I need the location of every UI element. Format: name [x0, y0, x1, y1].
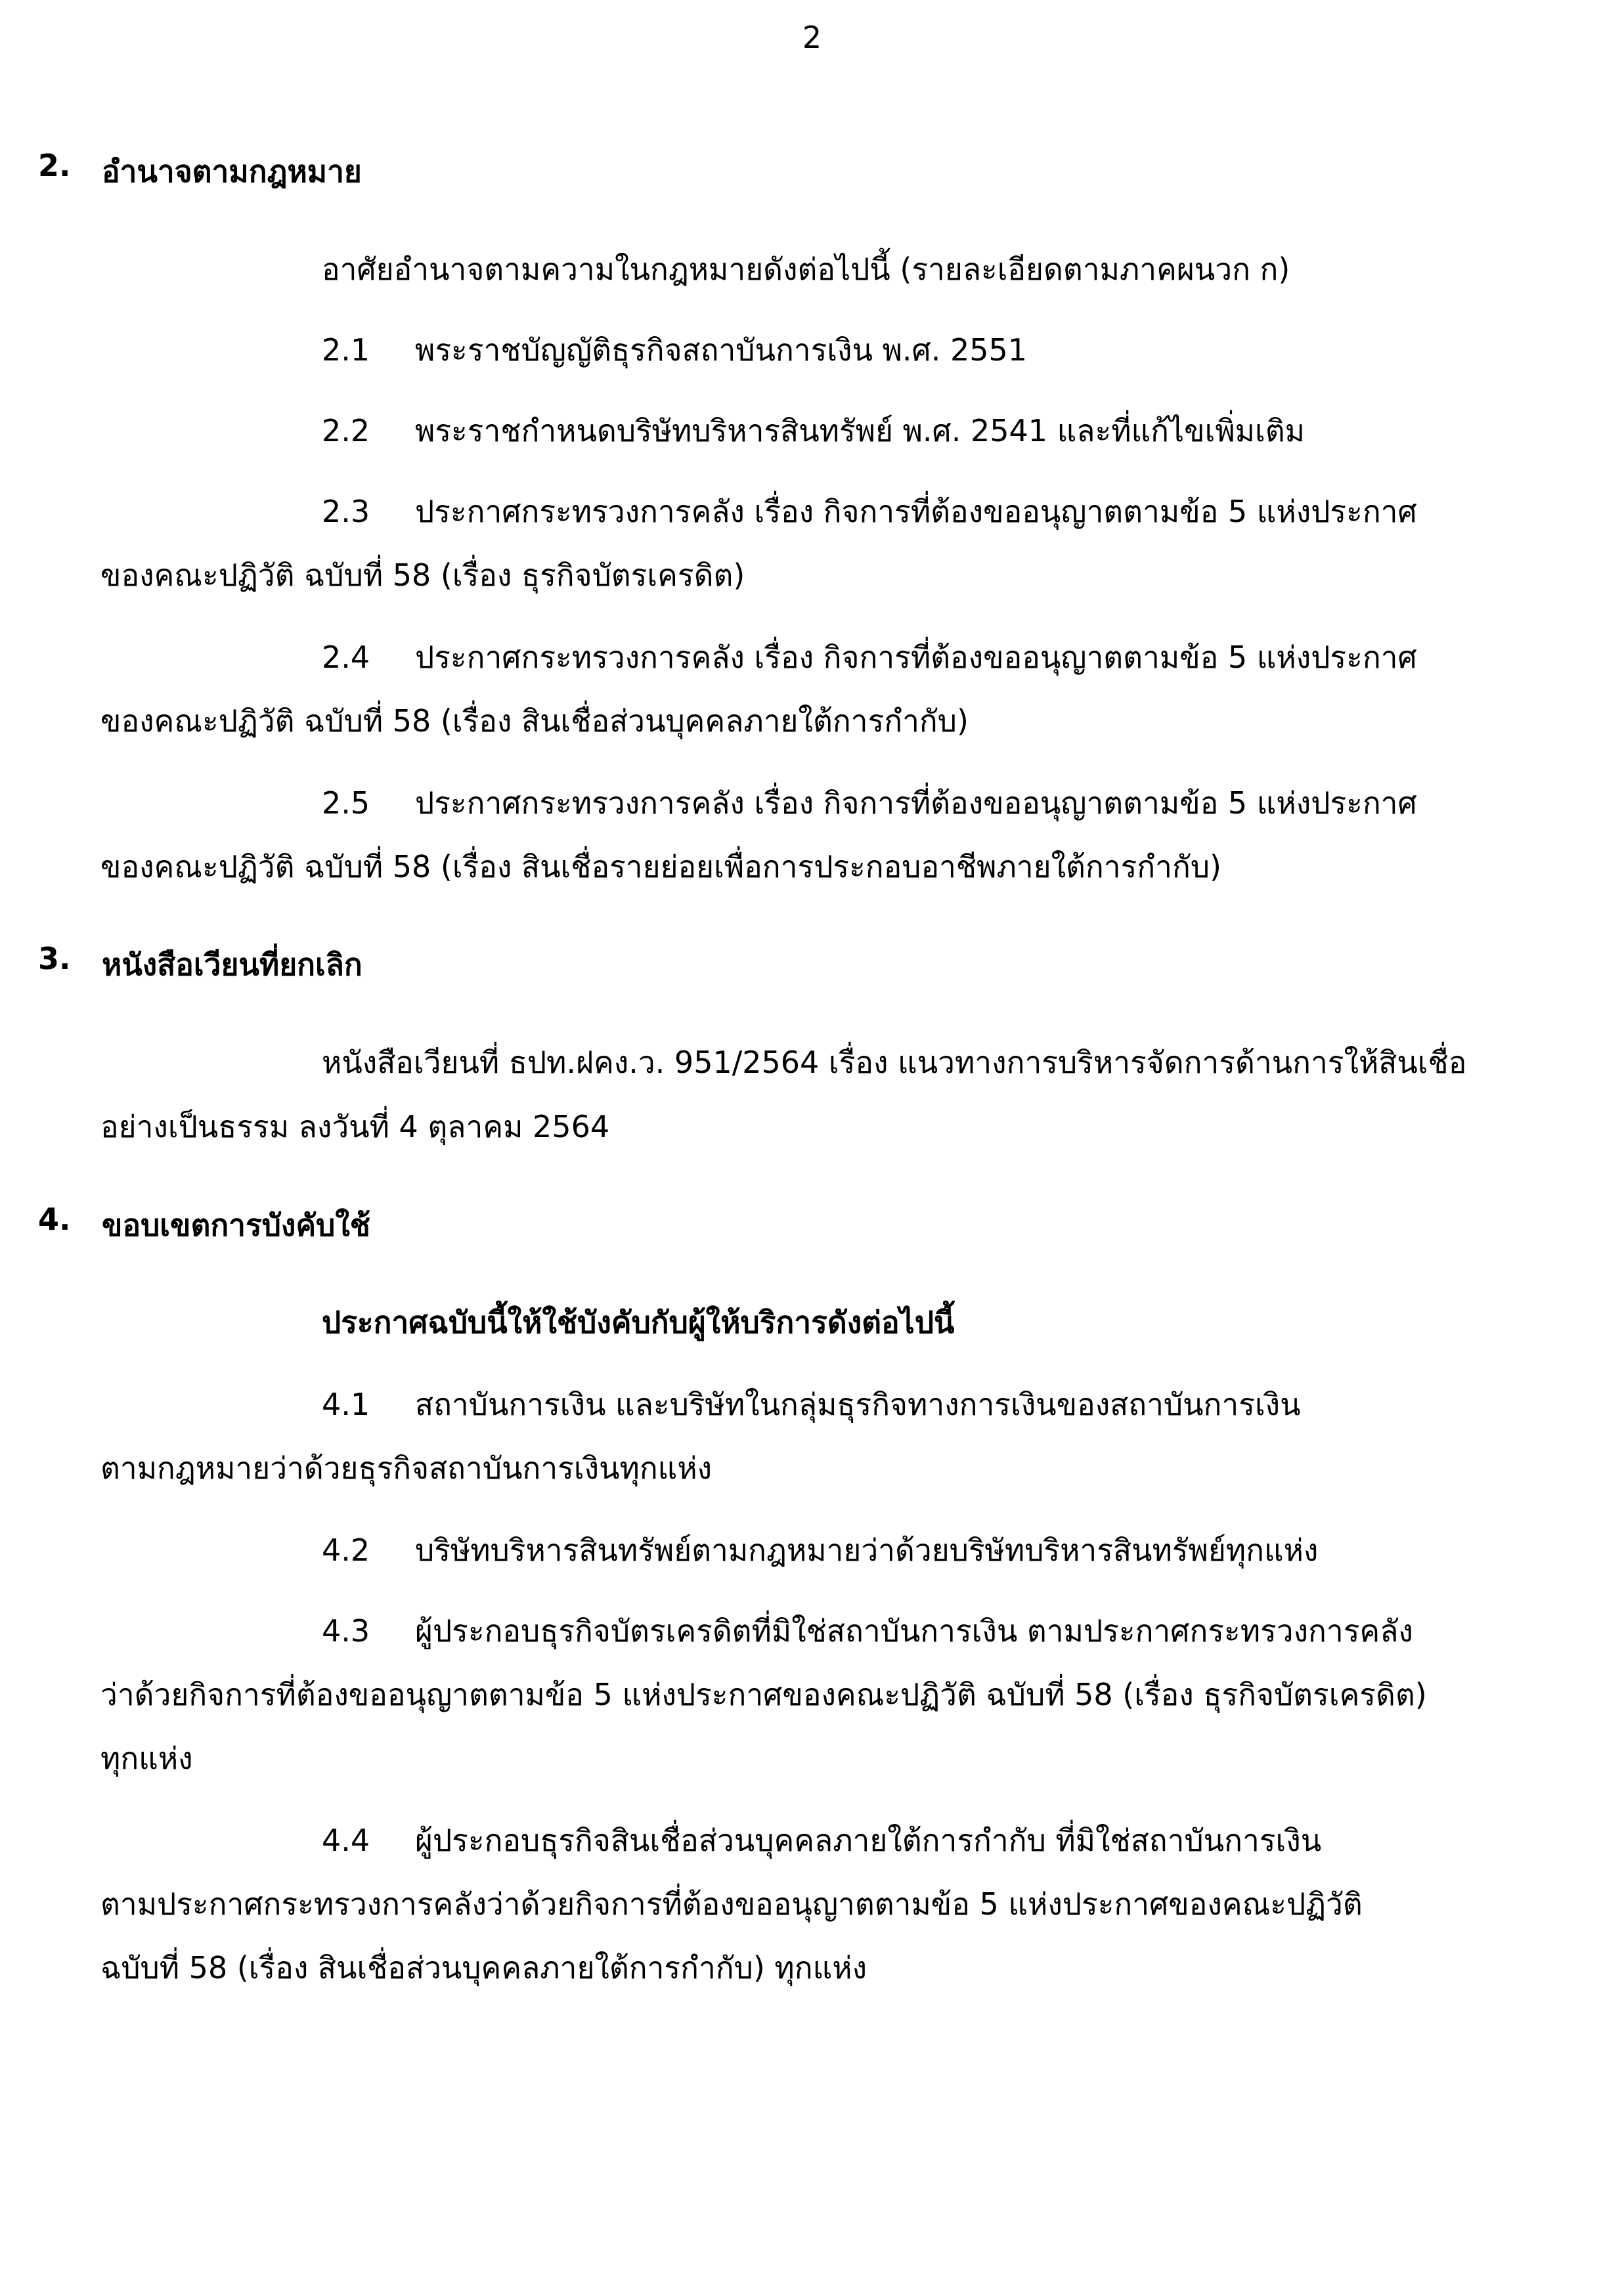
item-4-3 — [322, 1607, 1413, 1655]
item-2-4-continuation: ของคณะปฏิวัติ ฉบับที่ 58 (เรื่อง สินเชื่อส่วนบุคคลภายใต้การกำกับ) — [100, 703, 969, 739]
item-number: 4.3 — [322, 1613, 370, 1649]
item-4-1 — [322, 1381, 1301, 1429]
item-4-3-continuation-2: ทุกแห่ง — [100, 1741, 193, 1776]
item-text: สถาบันการเงิน และบริษัทในกลุ่มธุรกิจทางการเงินของสถาบันการเงิน — [415, 1387, 1301, 1422]
item-number: 4.2 — [322, 1532, 370, 1568]
item-2-5-continuation: ของคณะปฏิวัติ ฉบับที่ 58 (เรื่อง สินเชื่อรายย่อยเพื่อการประกอบอาชีพภายใต้การกำกับ) — [100, 849, 1221, 884]
item-4-4-continuation-2: ฉบับที่ 58 (เรื่อง สินเชื่อส่วนบุคคลภายใต้การกำกับ) ทุกแห่ง — [100, 1950, 867, 1985]
section-4-number: 4. — [38, 1202, 71, 1237]
section-2-intro: อาศัยอำนาจตามความในกฎหมายดังต่อไปนี้ (รายละเอียดตามภาคผนวก ก) — [322, 251, 1290, 287]
item-number: 2.2 — [322, 413, 370, 448]
item-text: ประกาศกระทรวงการคลัง เรื่อง กิจการที่ต้องขออนุญาตตามข้อ 5 แห่งประกาศ — [415, 639, 1417, 675]
item-4-3-continuation: ว่าด้วยกิจการที่ต้องขออนุญาตตามข้อ 5 แห่งประกาศของคณะปฏิวัติ ฉบับที่ 58 (เรื่อง ธุรกิจบัตรเครดิต) — [100, 1677, 1427, 1712]
item-text: ผู้ประกอบธุรกิจสินเชื่อส่วนบุคคลภายใต้การกำกับ ที่มิใช่สถาบันการเงิน — [415, 1823, 1322, 1858]
section-3-heading: หนังสือเวียนที่ยกเลิก — [102, 947, 362, 982]
item-2-3-continuation: ของคณะปฏิวัติ ฉบับที่ 58 (เรื่อง ธุรกิจบัตรเครดิต) — [100, 557, 745, 593]
item-text: ประกาศกระทรวงการคลัง เรื่อง กิจการที่ต้องขออนุญาตตามข้อ 5 แห่งประกาศ — [415, 494, 1417, 529]
section-2-heading: อำนาจตามกฎหมาย — [102, 154, 362, 189]
section-2-number: 2. — [38, 148, 71, 183]
section-3-body-continuation: อย่างเป็นธรรม ลงวันที่ 4 ตุลาคม 2564 — [100, 1109, 610, 1144]
page-number: 2 — [802, 20, 822, 55]
section-3-body: หนังสือเวียนที่ ธปท.ฝคง.ว. 951/2564 เรื่อง แนวทางการบริหารจัดการด้านการให้สินเชื่อ — [322, 1045, 1467, 1080]
item-text: ผู้ประกอบธุรกิจบัตรเครดิตที่มิใช่สถาบันการเงิน ตามประกาศกระทรวงการคลัง — [415, 1613, 1413, 1649]
item-text: ประกาศกระทรวงการคลัง เรื่อง กิจการที่ต้องขออนุญาตตามข้อ 5 แห่งประกาศ — [415, 785, 1417, 821]
item-2-5 — [322, 779, 1417, 827]
item-number: 4.4 — [322, 1823, 370, 1858]
section-4-heading: ขอบเขตการบังคับใช้ — [102, 1207, 371, 1243]
item-number: 2.3 — [322, 494, 370, 529]
item-number: 2.5 — [322, 785, 370, 821]
item-4-4 — [322, 1817, 1321, 1865]
item-4-1-continuation: ตามกฎหมายว่าด้วยธุรกิจสถาบันการเงินทุกแห่ง — [100, 1450, 713, 1486]
item-number: 2.4 — [322, 639, 370, 675]
item-text: บริษัทบริหารสินทรัพย์ตามกฎหมายว่าด้วยบริษัทบริหารสินทรัพย์ทุกแห่ง — [415, 1532, 1319, 1568]
item-2-3 — [322, 488, 1417, 536]
item-2-1 — [322, 326, 1027, 374]
item-4-4-continuation: ตามประกาศกระทรวงการคลังว่าด้วยกิจการที่ต้องขออนุญาตตามข้อ 5 แห่งประกาศของคณะปฏิวัติ — [100, 1886, 1363, 1922]
item-2-4 — [322, 634, 1417, 682]
item-4-2 — [322, 1527, 1318, 1574]
section-4-intro: ประกาศฉบับนี้ให้ใช้บังคับกับผู้ให้บริการดังต่อไปนี้ — [322, 1305, 955, 1340]
item-text: พระราชกำหนดบริษัทบริหารสินทรัพย์ พ.ศ. 2541 และที่แก้ไขเพิ่มเติม — [415, 413, 1305, 448]
section-3-number: 3. — [38, 941, 71, 976]
item-number: 2.1 — [322, 332, 370, 368]
item-number: 4.1 — [322, 1387, 370, 1422]
item-text: พระราชบัญญัติธุรกิจสถาบันการเงิน พ.ศ. 2551 — [415, 332, 1028, 368]
item-2-2 — [322, 407, 1305, 455]
